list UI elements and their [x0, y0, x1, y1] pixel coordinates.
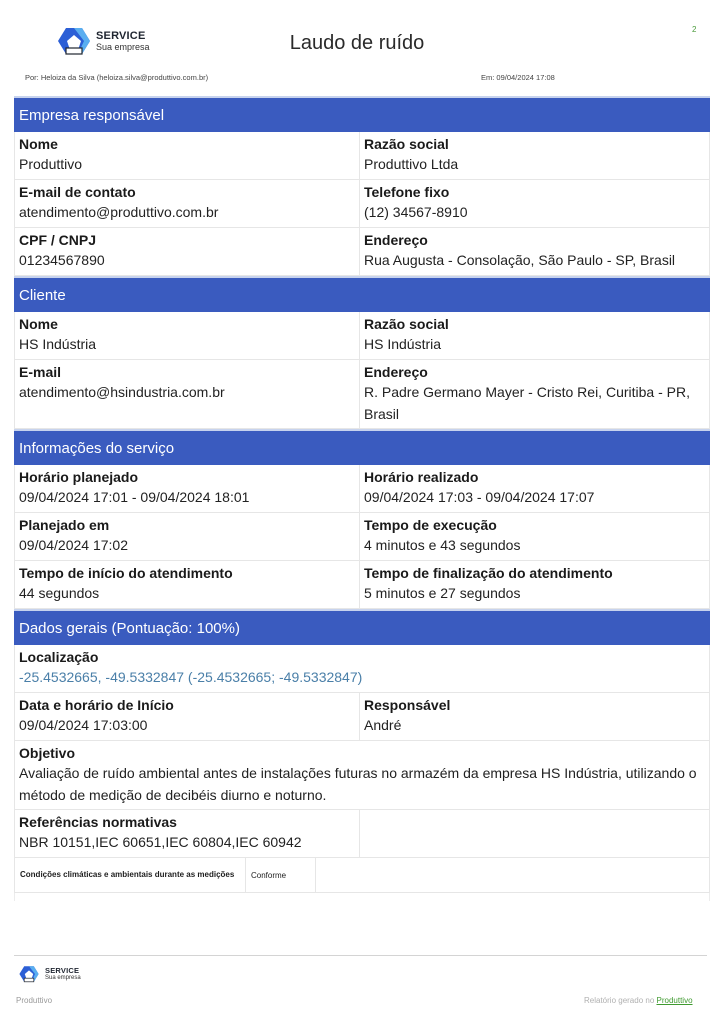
field-referencias	[14, 810, 360, 858]
section-header-servico: Informações do serviço	[14, 429, 710, 465]
brand-tagline: Sua empresa	[96, 41, 150, 52]
field-value: HS Indústria	[19, 336, 97, 352]
field-cliente-razao-social	[360, 312, 710, 360]
field-label: Razão social	[364, 316, 449, 332]
field-empresa-cpf-cnpj	[14, 228, 360, 276]
section-header-cliente: Cliente	[14, 276, 710, 312]
footer-company: Produttivo	[16, 996, 53, 1005]
service-logo-icon	[19, 965, 39, 983]
field-value: 09/04/2024 17:01 - 09/04/2024 18:01	[19, 489, 250, 505]
section-header-dados-gerais: Dados gerais (Pontuação: 100%)	[14, 609, 710, 645]
field-label: Endereço	[364, 232, 428, 248]
field-cliente-email	[14, 360, 360, 429]
field-empresa-endereco	[360, 228, 710, 276]
field-label: Tempo de finalização do atendimento	[364, 565, 613, 581]
field-value: André	[364, 717, 402, 733]
field-value: atendimento@hsindustria.com.br	[19, 384, 225, 400]
location-link[interactable]: -25.4532665, -49.5332847 (-25.4532665; -49.5332847)	[19, 669, 363, 685]
field-tempo-finalizacao	[360, 561, 710, 609]
page-number: 2	[692, 25, 697, 34]
field-cliente-nome	[14, 312, 360, 360]
field-value: 09/04/2024 17:02	[19, 537, 128, 553]
field-responsavel	[360, 693, 710, 741]
field-value: Rua Augusta - Consolação, São Paulo - SP, Brasil	[364, 252, 676, 268]
page-title: Laudo de ruído	[289, 32, 425, 54]
field-label: Tempo de execução	[364, 517, 497, 533]
footer-brand-tagline: Sua empresa	[45, 975, 81, 982]
field-value: R. Padre Germano Mayer - Cristo Rei, Curitiba - PR, Brasil	[364, 384, 690, 422]
field-cliente-endereco	[360, 360, 710, 429]
field-data-inicio	[14, 693, 360, 741]
field-tempo-execucao	[360, 513, 710, 561]
field-label: Horário planejado	[19, 469, 139, 485]
footer-brand-logo	[19, 965, 81, 983]
field-label: Planejado em	[19, 517, 110, 533]
field-empresa-email	[14, 180, 360, 228]
field-label: Endereço	[364, 364, 428, 380]
field-planejado-em	[14, 513, 360, 561]
field-value: 5 minutos e 27 segundos	[364, 585, 521, 601]
field-label: Tempo de início do atendimento	[19, 565, 233, 581]
field-label: Objetivo	[19, 745, 76, 761]
field-label: Razão social	[364, 136, 449, 152]
field-horario-planejado	[14, 465, 360, 513]
field-value: Produttivo Ltda	[364, 156, 459, 172]
field-value: Produttivo	[19, 156, 83, 172]
field-label: Referências normativas	[19, 814, 177, 830]
dados-grid	[14, 645, 710, 858]
field-value: HS Indústria	[364, 336, 442, 352]
field-label: Localização	[19, 649, 99, 665]
field-objetivo	[14, 741, 710, 810]
field-label: Horário realizado	[364, 469, 479, 485]
brand-name: SERVICE	[96, 29, 146, 42]
field-value: 4 minutos e 43 segundos	[364, 537, 521, 553]
field-localizacao	[14, 645, 710, 693]
condicoes-value: Conforme	[246, 858, 316, 892]
field-value: atendimento@produttivo.com.br	[19, 204, 219, 220]
condicoes-row	[14, 858, 710, 893]
field-tempo-inicio	[14, 561, 360, 609]
field-empresa-nome	[14, 132, 360, 180]
empty-cell	[360, 810, 710, 858]
field-label: Responsável	[364, 697, 451, 713]
field-label: Nome	[19, 316, 58, 332]
footer-generated-note	[584, 996, 693, 1005]
report-date: Em: 09/04/2024 17:08	[481, 73, 555, 82]
field-value: 09/04/2024 17:03:00	[19, 717, 148, 733]
footer-generated-prefix: Relatório gerado no	[584, 996, 657, 1005]
field-value: NBR 10151,IEC 60651,IEC 60804,IEC 60942	[19, 834, 302, 850]
table-spacer	[14, 893, 710, 901]
field-label: Nome	[19, 136, 58, 152]
empresa-grid	[14, 132, 710, 276]
servico-grid	[14, 465, 710, 609]
field-label: Data e horário de Início	[19, 697, 174, 713]
field-value: (12) 34567-8910	[364, 204, 468, 220]
section-header-empresa: Empresa responsável	[14, 96, 710, 132]
field-value: 44 segundos	[19, 585, 100, 601]
report-content	[14, 96, 710, 901]
field-value: 01234567890	[19, 252, 105, 268]
footer-brand-name: SERVICE	[45, 965, 80, 975]
field-label: E-mail	[19, 364, 62, 380]
report-author: Por: Heloiza da Silva (heloiza.silva@produttivo.com.br)	[25, 73, 209, 82]
cliente-grid	[14, 312, 710, 429]
field-empresa-telefone	[360, 180, 710, 228]
field-label: CPF / CNPJ	[19, 232, 97, 248]
condicoes-empty	[316, 858, 710, 892]
field-value: Avaliação de ruído ambiental antes de instalações futuras no armazém da empresa HS Indústria, utilizando o método de medição de decibéis diurno e noturno.	[19, 765, 697, 803]
footer-divider	[14, 955, 707, 956]
condicoes-label: Condições climáticas e ambientais durante as medições	[14, 858, 246, 892]
field-label: Telefone fixo	[364, 184, 450, 200]
produttivo-link[interactable]: Produttivo	[656, 996, 693, 1005]
field-empresa-razao-social	[360, 132, 710, 180]
field-horario-realizado	[360, 465, 710, 513]
field-value: 09/04/2024 17:03 - 09/04/2024 17:07	[364, 489, 595, 505]
field-label: E-mail de contato	[19, 184, 136, 200]
